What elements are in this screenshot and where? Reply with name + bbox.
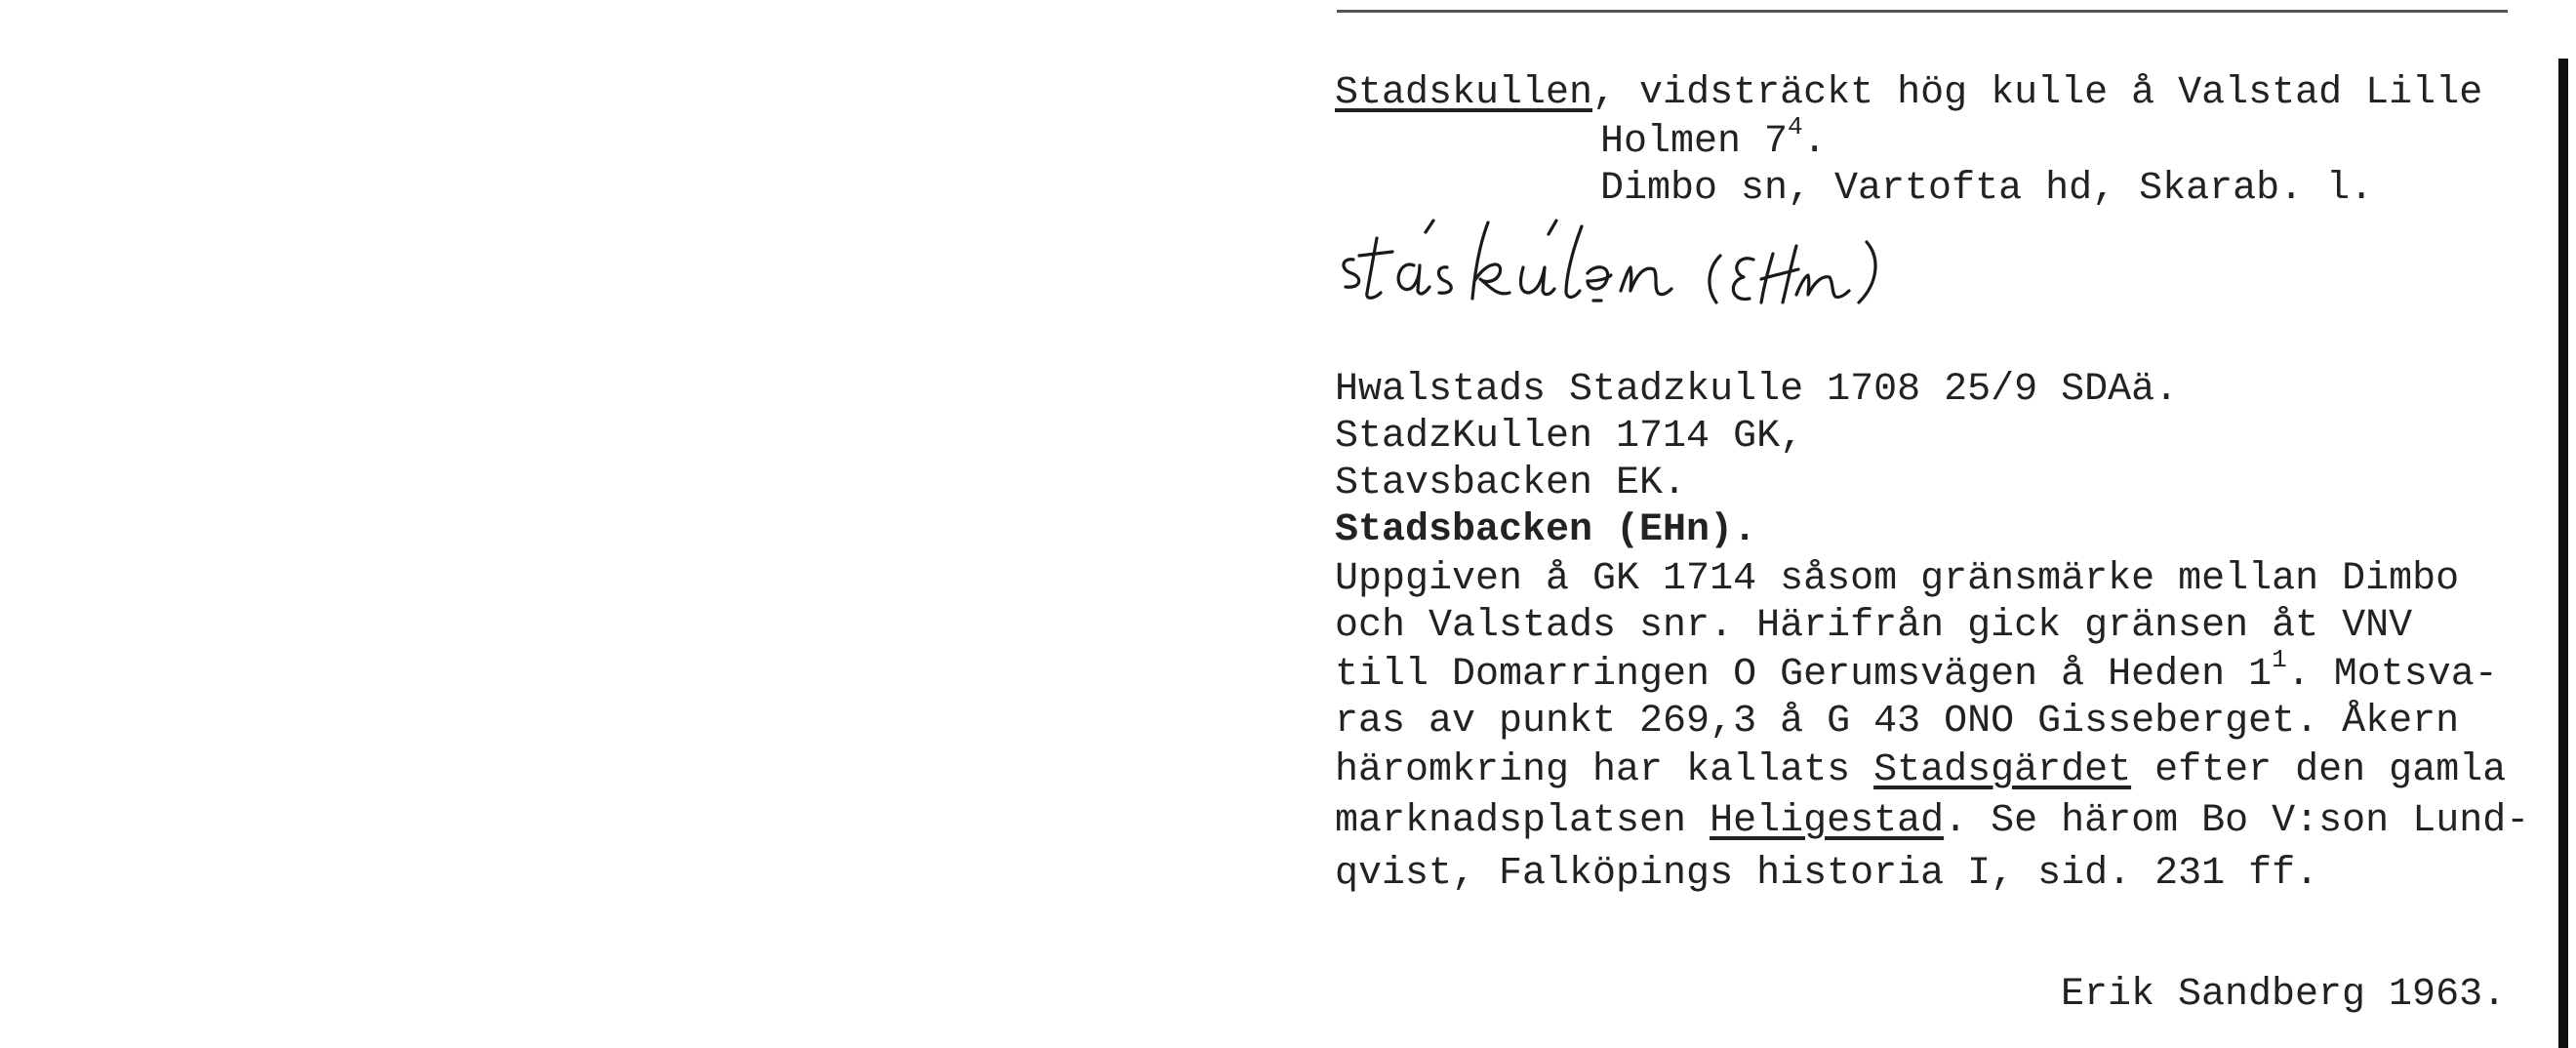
headword: Stadskullen	[1335, 71, 1593, 115]
underlined-heligestad: Heligestad	[1710, 799, 1945, 843]
body-line-3-end: . Motsva-	[2286, 653, 2498, 697]
form-line-1: Hwalstads Stadzkulle 1708 25/9 SDAä.	[1335, 368, 2179, 412]
form-line-2: StadzKullen 1714 GK,	[1335, 415, 1804, 459]
headword-description: , vidsträckt hög kulle å Valstad Lille	[1592, 71, 2483, 115]
body-line-6-end: . Se härom Bo V:son Lund-	[1944, 799, 2530, 843]
location-line: Dimbo sn, Vartofta hd, Skarab. l.	[1600, 167, 2374, 211]
holmen-text: Holmen 7	[1600, 120, 1789, 164]
body-line-1: Uppgiven å GK 1714 såsom gränsmärke mellan Dimbo	[1335, 557, 2460, 601]
handwritten-pronunciation	[1332, 209, 1917, 316]
body-line-6	[1335, 798, 2529, 845]
form-line-3: Stavsbacken EK.	[1335, 462, 1687, 505]
body-line-7: qvist, Falköpings historia I, sid. 231 ff.	[1335, 852, 2319, 896]
holmen-end: .	[1802, 120, 1827, 164]
signature: Erik Sandberg 1963.	[2061, 973, 2507, 1017]
body-line-3-superscript: 1	[2272, 645, 2287, 674]
body-line-4: ras av punkt 269,3 å G 43 ONO Gisseberget. Åkern	[1335, 700, 2460, 744]
holmen-line	[1600, 112, 1827, 166]
card-top-border	[1337, 10, 2508, 13]
body-line-2: och Valstads snr. Härifrån gick gränsen åt VNV	[1335, 604, 2413, 648]
body-line-5-text: häromkring har kallats	[1335, 748, 1874, 792]
body-line-6-text: marknadsplatsen	[1335, 799, 1711, 843]
form-line-4-bold: Stadsbacken (EHn).	[1335, 508, 1757, 552]
body-line-3	[1335, 645, 2498, 699]
holmen-superscript: 4	[1788, 112, 1803, 141]
body-line-5	[1335, 747, 2506, 794]
body-line-3-text: till Domarringen O Gerumsvägen å Heden 1	[1335, 653, 2273, 697]
entry-header-line	[1335, 70, 2482, 117]
body-line-5-end: efter den gamla	[2131, 748, 2507, 792]
card-right-edge	[2558, 59, 2568, 1048]
underlined-stadsgardet: Stadsgärdet	[1873, 748, 2132, 792]
